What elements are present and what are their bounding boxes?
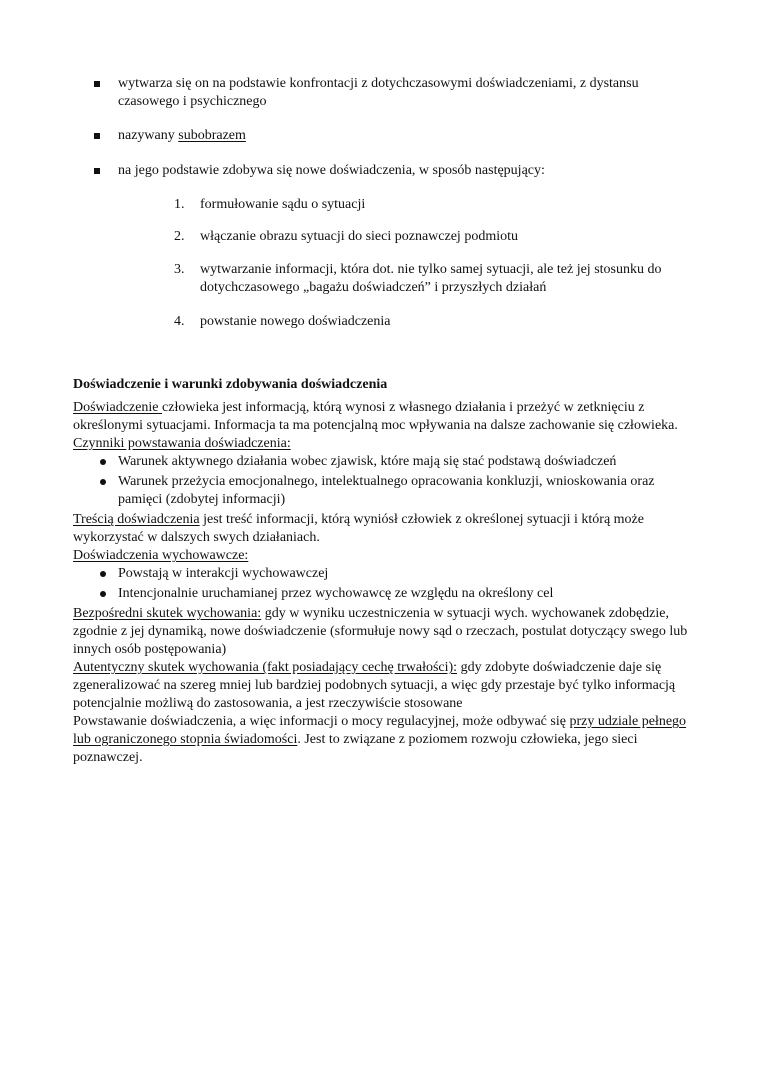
dot-bullet-icon	[100, 479, 106, 485]
underlined-term: subobrazem	[178, 128, 246, 143]
list-item	[73, 565, 693, 583]
list-item	[118, 75, 678, 111]
definition-term: Doświadczenie	[73, 400, 163, 415]
item-number: 4.	[174, 314, 185, 329]
content-text: jest treść informacji, którą wyniósł człowiek z określonej sytuacji i którą może wykorzystać w dalszych swych działaniach.	[73, 512, 644, 545]
numbered-item-text: wytwarzanie informacji, która dot. nie tylko samej sytuacji, ale też jej stosunku do dotychczasowego „bagażu doświadczeń” i przyszłych działań	[200, 262, 662, 295]
dot-bullet-icon	[100, 591, 106, 597]
list-item	[73, 585, 693, 603]
factors-title	[73, 435, 693, 453]
list-item-text: Warunek przeżycia emocjonalnego, intelektualnego opracowania konkluzji, wnioskowania oraz pamięci (zdobytej informacji)	[118, 474, 655, 507]
square-bullet-icon	[94, 133, 100, 139]
numbered-item-text: formułowanie sądu o sytuacji	[200, 197, 366, 212]
numbered-item	[174, 261, 720, 297]
section	[73, 376, 693, 767]
direct-effect-term: Bezpośredni skutek wychowania:	[73, 606, 262, 621]
numbered-item	[174, 196, 720, 214]
definition-text: człowieka jest informacją, którą wynosi z własnego działania i przeżyć w zetknięciu z określonymi sytuacjami. Informacja ta ma potencjalną moc wpływania na dalsze zachowanie się człowieka.	[73, 400, 678, 433]
content-term: Treścią doświadczenia	[73, 512, 200, 527]
educational-list	[73, 565, 693, 603]
square-bullet-icon	[94, 81, 100, 87]
numbered-item	[174, 228, 720, 246]
factors-title-text: Czynniki powstawania doświadczenia:	[73, 436, 291, 451]
educational-title-text: Doświadczenia wychowawcze:	[73, 548, 249, 563]
list-item-text: nazywany	[118, 128, 179, 143]
list-item-text: wytwarza się on na podstawie konfrontacji z dotychczasowymi doświadczeniami, z dystansu czasowego i psychicznego	[118, 76, 639, 109]
factors-list	[73, 453, 693, 509]
formation-underlined: przy udziale pełnego lub ograniczonego stopnia świadomości	[73, 714, 687, 747]
direct-effect-text: gdy w wyniku uczestniczenia w sytuacji wych. wychowanek zdobędzie, zgodnie z jej dynamiką, nowe doświadczenie (sformułuje nowy sąd o rzeczach, postulat dotyczący swego lub innych osób postępowania)	[73, 606, 688, 657]
educational-title	[73, 547, 693, 565]
item-number: 1.	[174, 197, 185, 212]
square-bullet-icon	[94, 168, 100, 174]
numbered-item-text: włączanie obrazu sytuacji do sieci poznawczej podmiotu	[200, 229, 518, 244]
formation-text-end: . Jest to związane z poziomem rozwoju człowieka, jego sieci poznawczej.	[73, 732, 638, 765]
numbered-item-text: powstanie nowego doświadczenia	[200, 314, 391, 329]
formation-text: Powstawanie doświadczenia, a więc informacji o mocy regulacyjnej, może odbywać się	[73, 714, 570, 729]
list-item	[73, 453, 693, 471]
list-item	[73, 473, 693, 509]
content-paragraph	[73, 511, 693, 547]
definition-paragraph	[73, 399, 693, 435]
list-item	[118, 162, 678, 180]
list-item-text: Powstają w interakcji wychowawczej	[118, 566, 329, 581]
list-item-text: na jego podstawie zdobywa się nowe doświadczenia, w sposób następujący:	[118, 163, 545, 178]
list-item-text: Intencjonalnie uruchamianej przez wychowawcę ze względu na określony cel	[118, 586, 554, 601]
dot-bullet-icon	[100, 571, 106, 577]
item-number: 3.	[174, 262, 185, 277]
authentic-effect-paragraph	[73, 659, 693, 713]
numbered-item	[174, 313, 720, 331]
formation-paragraph	[73, 713, 693, 767]
dot-bullet-icon	[100, 459, 106, 465]
authentic-effect-term: Autentyczny skutek wychowania (fakt posiadający cechę trwałości):	[73, 660, 458, 675]
direct-effect-paragraph	[73, 605, 693, 659]
authentic-effect-text: gdy zdobyte doświadczenie daje się zgeneralizować na szereg mniej lub bardziej podobnych sytuacji, a więc gdy przestaje być tylko informacją potencjalnie możliwą do zastosowania, a jest rzeczywiście stosowane	[73, 660, 676, 711]
list-item	[118, 127, 678, 145]
item-number: 2.	[174, 229, 185, 244]
section-heading: Doświadczenie i warunki zdobywania doświadczenia	[73, 377, 388, 392]
list-item-text: Warunek aktywnego działania wobec zjawisk, które mają się stać podstawą doświadczeń	[118, 454, 617, 469]
